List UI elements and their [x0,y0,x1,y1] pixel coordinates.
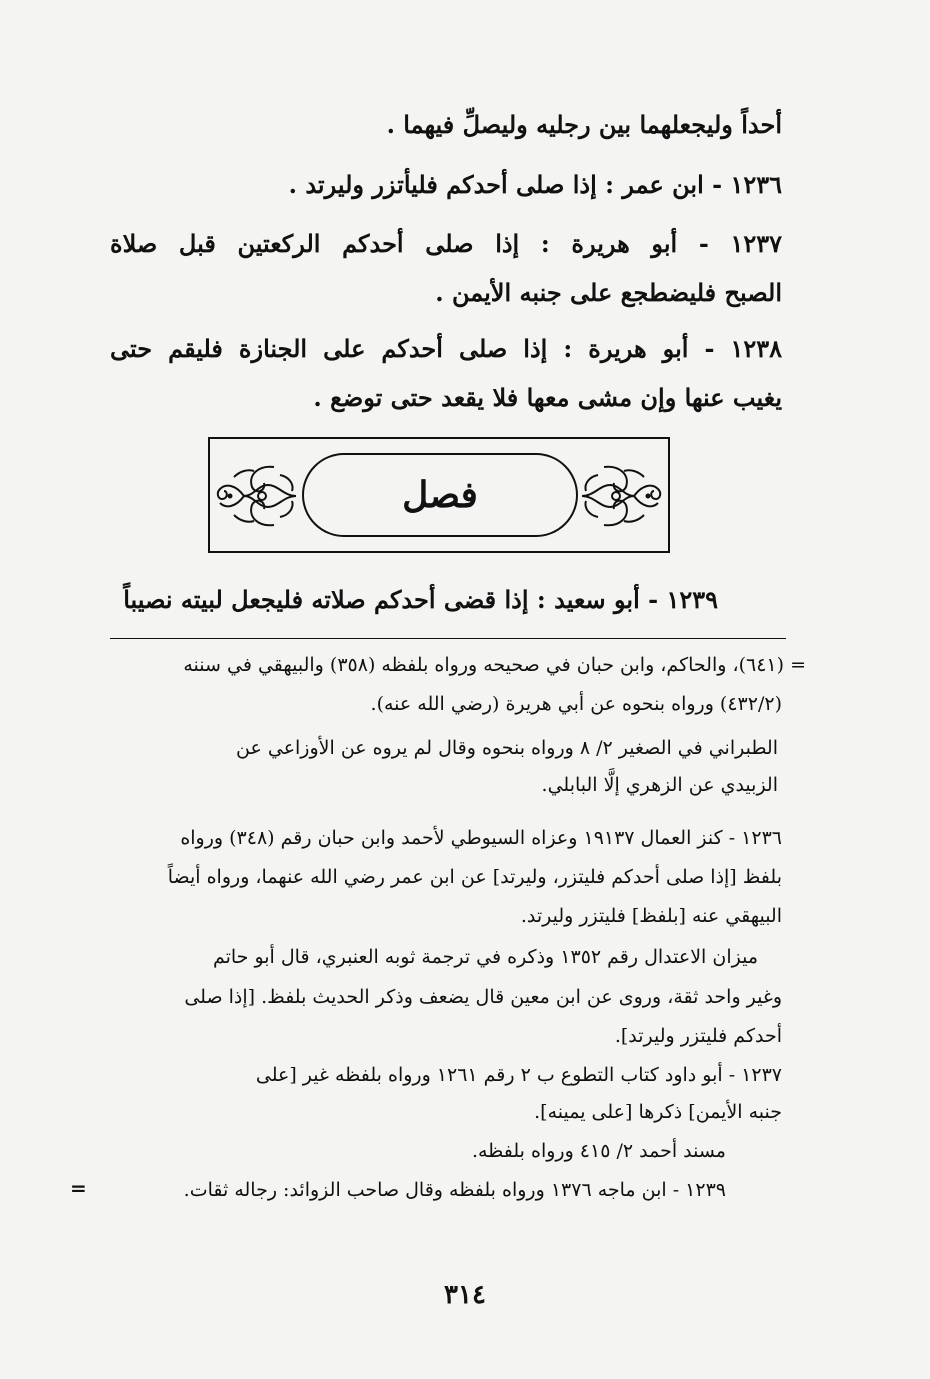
left-arabesque-ornament-icon [214,455,300,537]
footnote-line: وغير واحد ثقة، وروى عن ابن معين قال يضعف وذكر الحديث بلفظ. [إذا صلى [184,986,782,1008]
hadith-number: ١٢٣٩ - [648,585,718,614]
hadith-number: ١٢٣٦ - [712,170,782,199]
hadith-1238 [110,334,783,363]
footnote-line: ١٢٣٩ - ابن ماجه ١٣٧٦ ورواه بلفظه وقال صاحب الزوائد: رجاله ثقات. [183,1179,726,1201]
hadith-narrator: أبو هريرة [588,334,689,363]
footnote-line: ميزان الاعتدال رقم ١٣٥٢ وذكره في ترجمة ثوبه العنبري، قال أبو حاتم [212,946,758,968]
hadith-narrator: أبو سعيد [554,585,640,614]
hadith-text: : إذا صلى أحدكم فليأتزر وليرتد . [288,170,614,199]
footnote-line: مسند أحمد ٢/ ٤١٥ ورواه بلفظه. [471,1140,726,1162]
footnote-line: الزبيدي عن الزهري إلَّا البابلي. [541,774,778,796]
footnote-line: (٤٣٢/٢) ورواه بنحوه عن أبي هريرة (رضي الله عنه). [370,693,782,715]
hadith-number: ١٢٣٧ - [698,229,783,258]
section-ornament-box [208,437,670,553]
hadith-1237-line-2 [435,278,782,307]
hadith-1239 [123,585,718,614]
hadith-1237 [110,229,783,258]
hadith-narrator: ابن عمر [622,170,704,199]
hadith-text: : إذا صلى أحدكم على الجنازة فليقم حتى [110,334,573,363]
footnote-separator [110,638,786,639]
main-line-1-text: أحداً وليجعلهما بين رجليه وليصلِّ فيهما . [386,110,782,139]
footnote-line: أحدكم فليتزر وليرتد]. [614,1025,782,1047]
hadith-number: ١٢٣٨ - [704,334,783,363]
footnote-line: ١٢٣٧ - أبو داود كتاب التطوع ب ٢ رقم ١٢٦١ ورواه بلفظه غير [على [255,1064,782,1086]
continuation-mark: = [70,1176,85,1200]
right-arabesque-ornament-icon [578,455,664,537]
hadith-text: : إذا صلى أحدكم الركعتين قبل صلاة [110,229,550,258]
hadith-narrator: أبو هريرة [571,229,678,258]
hadith-1236 [288,170,782,199]
footnote-line: الطبراني في الصغير ٢/ ٨ ورواه بنحوه وقال لم يروه عن الأوزاعي عن [236,737,778,759]
footnote-line: جنبه الأيمن] ذكرها [على يمينه]. [534,1101,782,1123]
section-title: فصل [402,474,478,516]
hadith-text-cont: يغيب عنها وإن مشى معها فلا يقعد حتى توضع . [313,383,782,412]
footnote-line: البيهقي عنه [بلفظ] فليتزر وليرتد. [520,905,782,927]
footnote-line: بلفظ [إذا صلى أحدكم فليتزر، وليرتد] عن ابن عمر رضي الله عنهما، ورواه أيضاً [167,866,782,888]
hadith-1238-line-2 [313,383,782,412]
page-number: ٣١٤ [444,1280,486,1310]
hadith-text-cont: الصبح فليضطجع على جنبه الأيمن . [435,278,782,307]
hadith-text: : إذا قضى أحدكم صلاته فليجعل لبيته نصيباً [123,585,546,614]
footnote-line: ١٢٣٦ - كنز العمال ١٩١٣٧ وعزاه السيوطي لأحمد وابن حبان رقم (٣٤٨) ورواه [180,827,782,849]
footnote-line: = (٦٤١)، والحاكم، وابن حبان في صحيحه ورواه بلفظه (٣٥٨) والبيهقي في سننه [183,654,806,676]
section-title-frame [302,453,578,537]
main-line-1 [386,110,782,139]
